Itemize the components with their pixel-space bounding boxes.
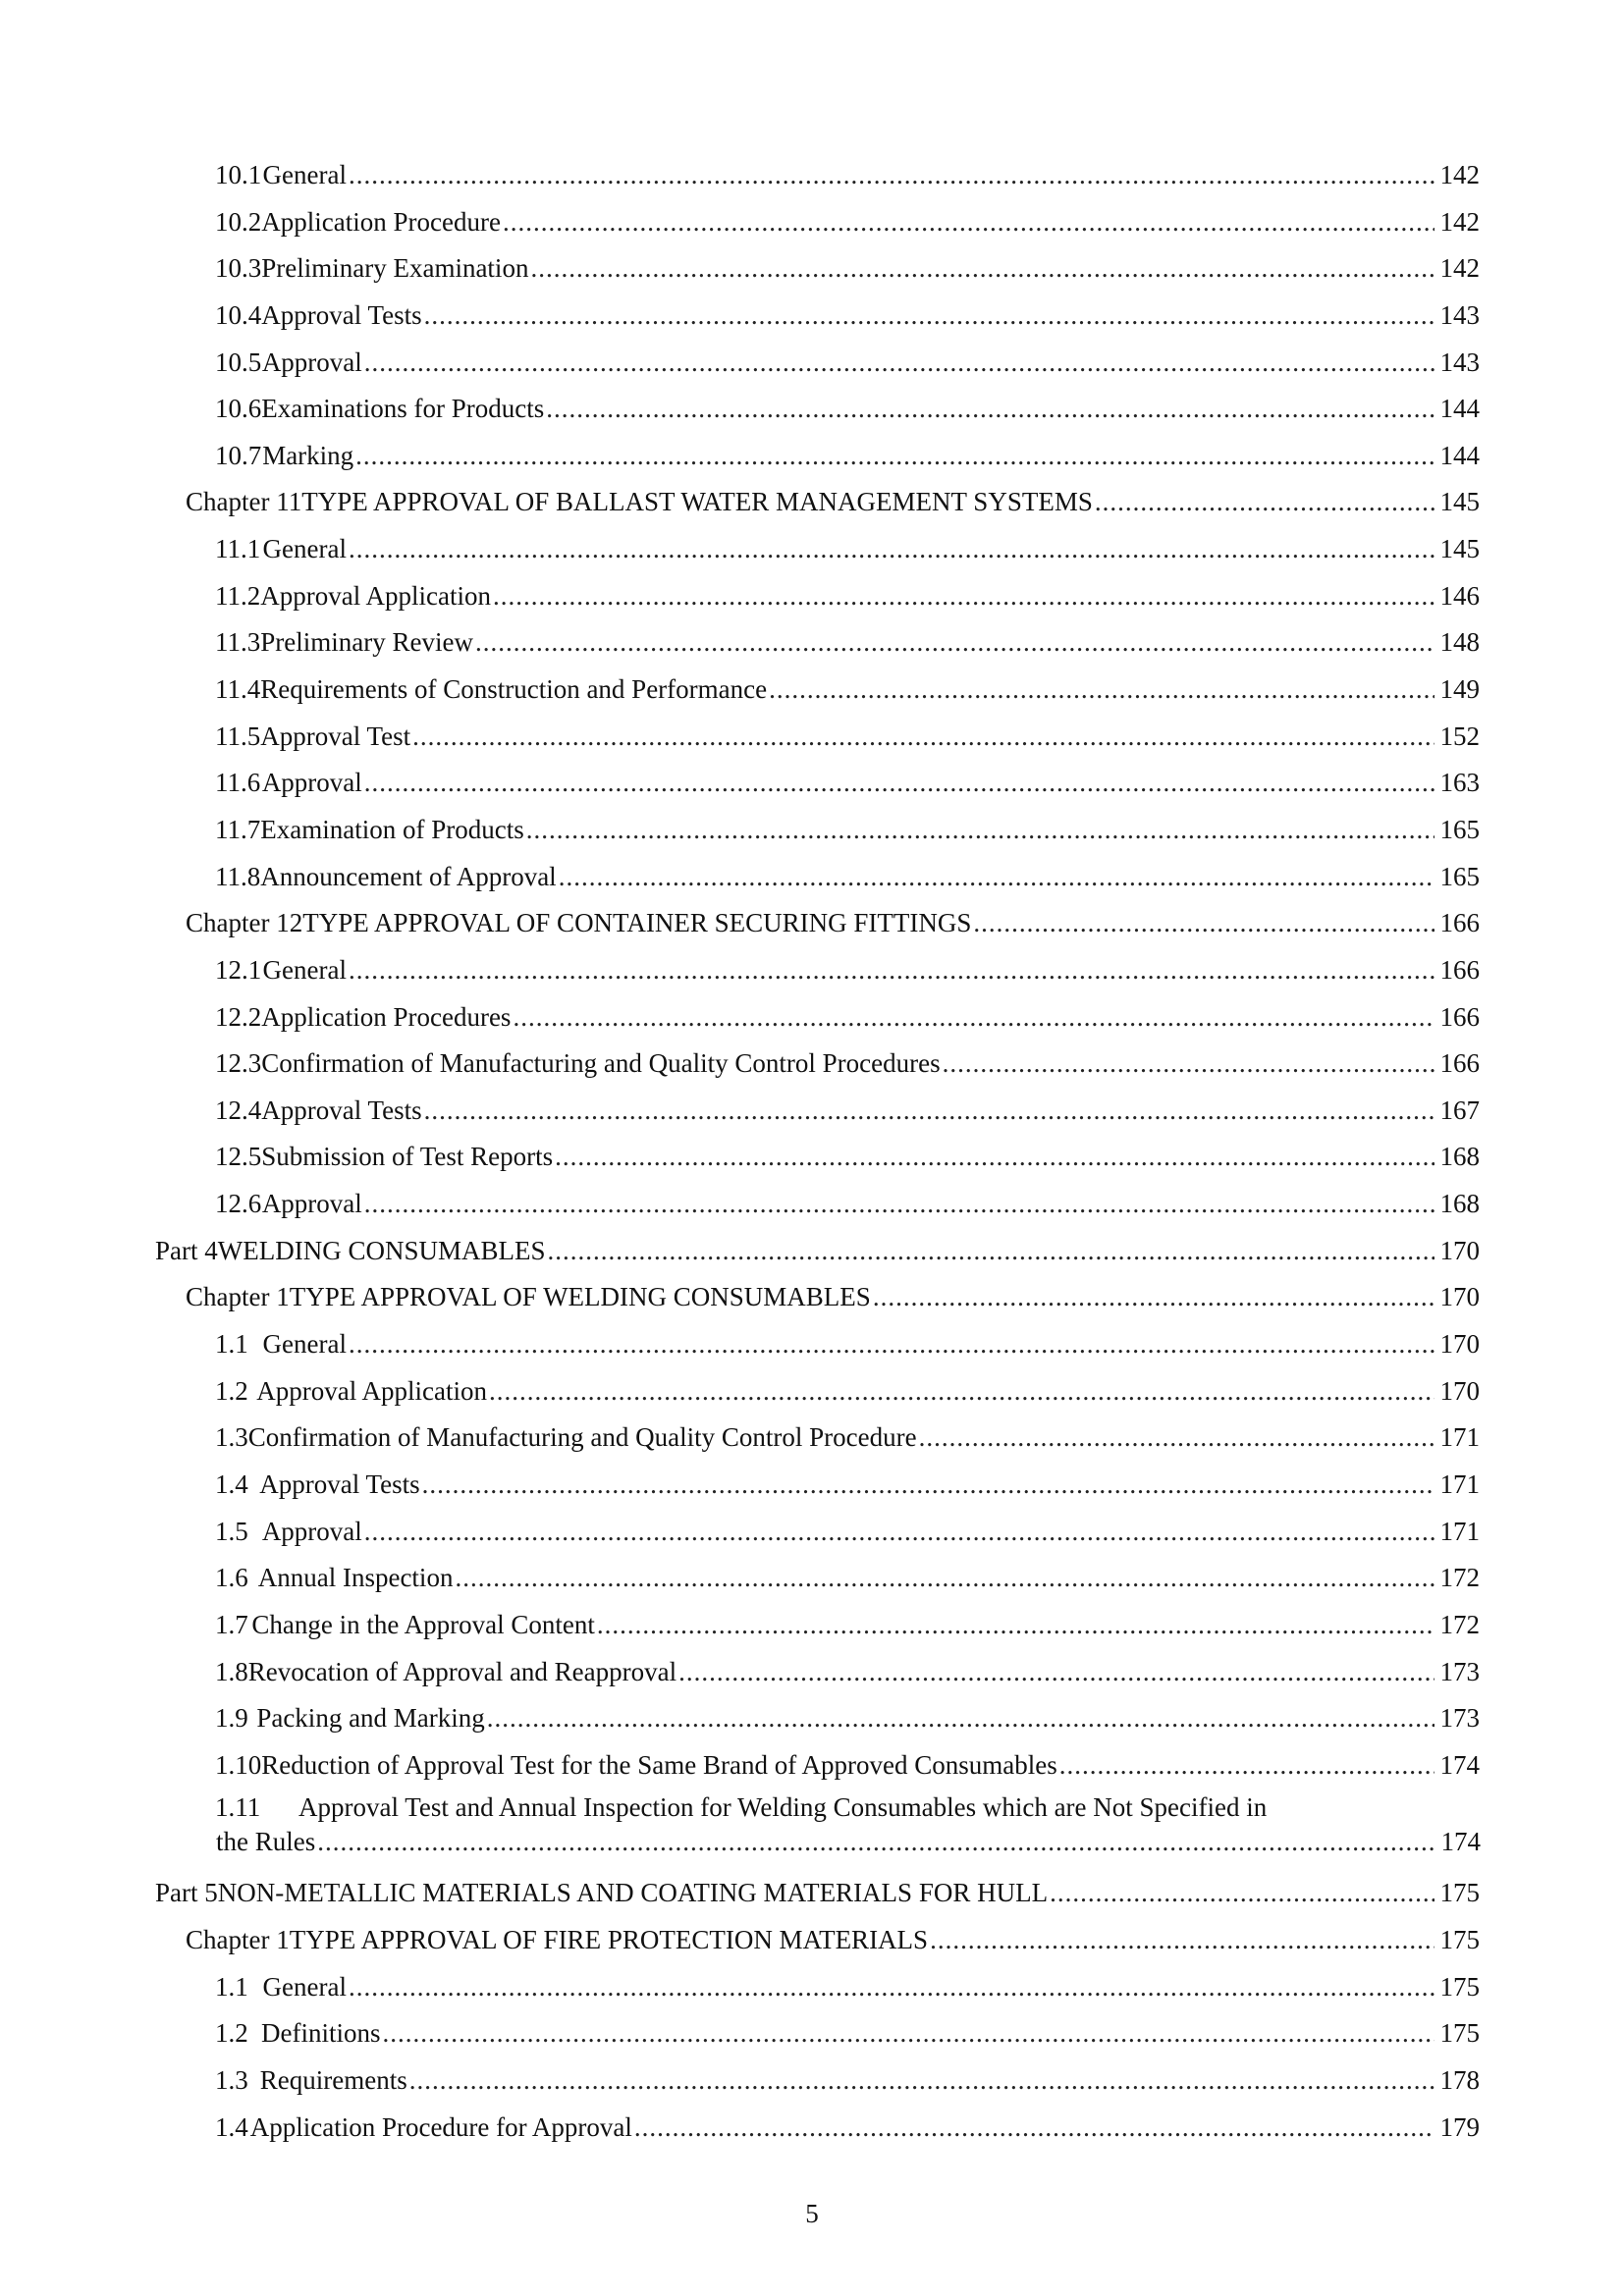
toc-entry-page: 179	[1439, 2111, 1480, 2142]
toc-entry-page: 171	[1439, 1516, 1480, 1546]
dot-leader	[769, 667, 1434, 714]
toc-entry-page: 143	[1439, 347, 1480, 377]
dot-leader	[919, 1415, 1435, 1462]
toc-entry-number: 1.1	[215, 1971, 248, 2002]
toc-entry[interactable]	[0, 1088, 1624, 1135]
toc-entry-title: TYPE APPROVAL OF CONTAINER SECURING FITTINGS	[302, 908, 972, 938]
toc-entry-page: 175	[1439, 1971, 1480, 2002]
toc-entry-title: Submission of Test Reports	[261, 1142, 554, 1172]
dot-leader	[382, 2010, 1434, 2057]
toc-entry-page: 170	[1439, 1282, 1480, 1312]
toc-entry-title: TYPE APPROVAL OF BALLAST WATER MANAGEMENT SYSTEMS	[301, 487, 1093, 517]
toc-entry-number: 10.4	[215, 299, 262, 330]
toc-entry[interactable]	[0, 2057, 1624, 2105]
toc-entry-title: Annual Inspection	[257, 1563, 454, 1593]
dot-leader	[526, 807, 1435, 854]
dot-leader	[943, 1041, 1435, 1088]
table-of-contents	[0, 152, 1624, 2151]
toc-entry-title: Requirements	[259, 2064, 407, 2095]
dot-leader	[364, 760, 1435, 807]
toc-entry-number: 1.3	[215, 2064, 248, 2095]
toc-entry-number: 12.3	[215, 1048, 262, 1079]
toc-entry-number: 11.5	[215, 721, 261, 751]
toc-entry-number: 11.3	[215, 627, 261, 658]
toc-entry[interactable]	[0, 479, 1624, 526]
toc-entry-number: 12.1	[215, 954, 262, 985]
toc-entry[interactable]	[0, 1742, 1624, 1789]
toc-entry-title: Definitions	[260, 2018, 381, 2049]
toc-entry-title: Examinations for Products	[261, 394, 545, 424]
toc-entry-title: General	[262, 954, 347, 985]
toc-entry[interactable]	[0, 1041, 1624, 1088]
page-number: 5	[805, 2199, 819, 2228]
toc-entry[interactable]	[0, 1602, 1624, 1649]
toc-entry-page: 175	[1439, 1925, 1480, 1955]
toc-entry[interactable]	[0, 526, 1624, 573]
toc-entry-number: 10.6	[215, 394, 262, 424]
toc-entry-number: 11.6	[215, 768, 261, 798]
toc-entry-page: 165	[1439, 861, 1480, 891]
dot-leader	[487, 1695, 1435, 1742]
dot-leader	[973, 900, 1434, 947]
toc-entry[interactable]	[0, 1917, 1624, 1964]
toc-entry-page: 168	[1439, 1142, 1480, 1172]
toc-entry-title: General	[262, 1971, 347, 2002]
toc-entry-number: Chapter 1	[186, 1282, 290, 1312]
toc-entry[interactable]	[0, 1134, 1624, 1181]
toc-entry-number: 1.9	[215, 1703, 248, 1734]
toc-entry-number: Part 4	[155, 1235, 218, 1265]
toc-entry-page: 165	[1439, 814, 1480, 844]
toc-entry-number: 11.1	[215, 534, 261, 564]
toc-entry[interactable]	[0, 1415, 1624, 1462]
toc-entry-page: 167	[1439, 1095, 1480, 1125]
toc-entry-number: 10.3	[215, 253, 262, 284]
toc-entry[interactable]	[0, 1509, 1624, 1556]
toc-entry-page: 174	[1440, 1827, 1481, 1857]
toc-entry-page: 170	[1439, 1235, 1480, 1265]
toc-entry-title: Approval Tests	[259, 1468, 420, 1499]
toc-entry-number: 11.4	[215, 674, 261, 705]
toc-entry-page: 142	[1439, 160, 1480, 189]
toc-entry-number: 10.5	[215, 347, 262, 377]
toc-entry-number: 10.1	[215, 160, 262, 189]
toc-entry[interactable]	[0, 1321, 1624, 1368]
dot-leader	[455, 1555, 1434, 1602]
dot-leader	[349, 1964, 1435, 2011]
toc-entry-number: 11.8	[215, 861, 261, 891]
toc-entry-page: 166	[1439, 954, 1480, 985]
toc-entry-page: 173	[1439, 1703, 1480, 1734]
toc-entry[interactable]	[0, 386, 1624, 433]
toc-entry[interactable]	[0, 1228, 1624, 1275]
toc-entry[interactable]	[0, 900, 1624, 947]
toc-entry-number: 1.2	[215, 1375, 248, 1406]
toc-entry[interactable]	[0, 760, 1624, 807]
dot-leader	[530, 245, 1434, 293]
dot-leader	[364, 340, 1435, 387]
dot-leader	[349, 1321, 1435, 1368]
toc-entry-title: Approval Application	[256, 1375, 487, 1406]
dot-leader	[548, 1228, 1435, 1275]
toc-entry-number: 1.4	[215, 1468, 248, 1499]
dot-leader	[422, 1462, 1435, 1509]
toc-entry-number: 1.3	[215, 1422, 248, 1453]
toc-entry-page: 178	[1439, 2064, 1480, 2095]
toc-entry[interactable]	[0, 573, 1624, 620]
dot-leader	[555, 1134, 1434, 1181]
toc-entry-number: 11.7	[215, 814, 261, 844]
dot-leader	[424, 293, 1435, 340]
toc-entry-title: Approval Application	[260, 580, 491, 611]
dot-leader	[349, 526, 1435, 573]
toc-entry-page: 175	[1439, 1878, 1480, 1908]
toc-entry-title: Application Procedures	[261, 1001, 512, 1032]
dot-leader	[503, 199, 1435, 246]
toc-entry-title: Approval	[261, 768, 362, 798]
toc-entry-number: 12.5	[215, 1142, 262, 1172]
dot-leader	[546, 386, 1434, 433]
toc-entry[interactable]	[0, 1695, 1624, 1742]
toc-entry-title: Announcement of Approval	[260, 861, 557, 891]
toc-entry-title: TYPE APPROVAL OF FIRE PROTECTION MATERIALS	[289, 1925, 929, 1955]
toc-entry-page: 142	[1439, 253, 1480, 284]
toc-entry-page: 143	[1439, 299, 1480, 330]
toc-entry-title: Approval	[261, 347, 362, 377]
dot-leader	[412, 714, 1434, 761]
toc-entry-page: 145	[1439, 487, 1480, 517]
toc-entry-page: 142	[1439, 206, 1480, 237]
toc-entry-title: Approval Tests	[261, 299, 422, 330]
toc-entry-page: 171	[1439, 1422, 1480, 1453]
dot-leader	[489, 1368, 1435, 1415]
toc-entry-title: Packing and Marking	[256, 1703, 485, 1734]
toc-entry-page: 144	[1439, 440, 1480, 470]
dot-leader	[475, 619, 1435, 667]
dot-leader	[349, 152, 1435, 199]
toc-entry[interactable]	[0, 1274, 1624, 1321]
dot-leader	[634, 2105, 1435, 2152]
toc-entry-page: 170	[1439, 1375, 1480, 1406]
dot-leader	[930, 1917, 1434, 1964]
toc-entry[interactable]	[0, 667, 1624, 714]
toc-entry-number: 10.7	[215, 440, 262, 470]
toc-entry-page: 175	[1439, 2018, 1480, 2049]
toc-entry-number: 1.8	[215, 1656, 248, 1686]
toc-entry-title: Preliminary Review	[260, 627, 473, 658]
dot-leader	[1050, 1870, 1434, 1917]
toc-entry-page: 149	[1439, 674, 1480, 705]
toc-entry-title: Reduction of Approval Test for the Same Brand of Approved Consumables	[261, 1749, 1057, 1780]
toc-entry-page: 166	[1439, 1048, 1480, 1079]
toc-entry[interactable]	[0, 714, 1624, 761]
toc-entry-title: General	[262, 160, 347, 189]
toc-entry-number: 1.7	[215, 1609, 248, 1639]
toc-entry-page: 146	[1439, 580, 1480, 611]
toc-entry-page: 166	[1439, 1001, 1480, 1032]
toc-entry-title: General	[262, 534, 347, 564]
toc-entry-number: 1.11	[215, 1792, 261, 1823]
toc-entry[interactable]	[0, 947, 1624, 994]
toc-entry-title: Marking	[262, 440, 354, 470]
dot-leader	[1095, 479, 1435, 526]
toc-entry-title: Approval	[261, 1516, 362, 1546]
dot-leader	[597, 1602, 1435, 1649]
dot-leader	[678, 1649, 1434, 1696]
toc-entry[interactable]	[0, 433, 1624, 480]
toc-entry-number: Chapter 12	[186, 908, 303, 938]
toc-entry-title: Approval Test	[260, 721, 411, 751]
toc-entry-page: 172	[1439, 1609, 1480, 1639]
dot-leader	[364, 1509, 1435, 1556]
toc-entry-number: Chapter 11	[186, 487, 302, 517]
toc-entry-title: Requirements of Construction and Performance	[260, 674, 768, 705]
toc-entry-title: TYPE APPROVAL OF WELDING CONSUMABLES	[289, 1282, 871, 1312]
dot-leader	[364, 1181, 1435, 1228]
toc-entry-page: 144	[1439, 394, 1480, 424]
toc-entry[interactable]	[0, 1181, 1624, 1228]
dot-leader	[317, 1825, 1435, 1859]
toc-entry[interactable]	[0, 1964, 1624, 2011]
toc-entry-page: 171	[1439, 1468, 1480, 1499]
dot-leader	[349, 947, 1435, 994]
toc-entry-number: 1.2	[215, 2018, 248, 2049]
toc-entry-title: WELDING CONSUMABLES	[217, 1235, 546, 1265]
toc-entry[interactable]	[0, 1870, 1624, 1917]
toc-entry-title: Revocation of Approval and Reapproval	[247, 1656, 677, 1686]
toc-entry-number: 11.2	[215, 580, 261, 611]
toc-entry[interactable]	[0, 1555, 1624, 1602]
toc-entry-number: 12.4	[215, 1095, 262, 1125]
toc-entry-number: 12.2	[215, 1001, 262, 1032]
toc-entry-number: Part 5	[155, 1878, 218, 1908]
dot-leader	[355, 433, 1434, 480]
toc-entry[interactable]	[0, 340, 1624, 387]
toc-entry-page: 148	[1439, 627, 1480, 658]
dot-leader	[559, 854, 1435, 901]
toc-entry-page: 145	[1439, 534, 1480, 564]
toc-entry-number: 10.2	[215, 206, 262, 237]
toc-entry-title: NON-METALLIC MATERIALS AND COATING MATERIALS FOR HULL	[217, 1878, 1049, 1908]
toc-entry-number: 1.10	[215, 1749, 262, 1780]
toc-entry-title: Approval	[261, 1189, 362, 1219]
toc-entry-title: Change in the Approval Content	[251, 1609, 595, 1639]
dot-leader	[513, 994, 1434, 1041]
toc-entry-number: 1.6	[215, 1563, 248, 1593]
toc-entry-number: 12.6	[215, 1189, 262, 1219]
toc-entry[interactable]	[0, 1462, 1624, 1509]
dot-leader	[873, 1274, 1435, 1321]
toc-entry[interactable]	[0, 854, 1624, 901]
toc-entry[interactable]	[0, 199, 1624, 246]
toc-entry-title: Approval Test and Annual Inspection for Welding Consumables which are Not Specified in	[298, 1792, 1268, 1823]
toc-entry[interactable]	[0, 994, 1624, 1041]
toc-entry-page: 152	[1439, 721, 1480, 751]
toc-entry[interactable]	[0, 2010, 1624, 2057]
dot-leader	[1059, 1742, 1435, 1789]
toc-entry-number: 1.4	[215, 2111, 248, 2142]
toc-entry[interactable]	[0, 1649, 1624, 1696]
toc-entry-title: Application Procedure	[261, 206, 501, 237]
toc-entry-page: 166	[1439, 908, 1480, 938]
toc-entry-page: 174	[1439, 1749, 1480, 1780]
toc-entry-page: 163	[1439, 768, 1480, 798]
toc-entry-number: 1.1	[215, 1329, 248, 1360]
toc-entry-page: 170	[1439, 1329, 1480, 1360]
toc-entry-number: Chapter 1	[186, 1925, 290, 1955]
toc-entry-page: 172	[1439, 1563, 1480, 1593]
dot-leader	[409, 2057, 1435, 2105]
toc-entry-title: Application Procedure for Approval	[249, 2111, 632, 2142]
toc-entry-title-continuation: the Rules	[216, 1827, 316, 1857]
toc-entry-number: 1.5	[215, 1516, 248, 1546]
toc-entry-title: Approval Tests	[261, 1095, 422, 1125]
toc-entry-title: Confirmation of Manufacturing and Quality Control Procedures	[261, 1048, 941, 1079]
toc-entry[interactable]	[0, 619, 1624, 667]
toc-entry-title: Examination of Products	[260, 814, 524, 844]
toc-entry[interactable]	[0, 807, 1624, 854]
toc-entry-title: General	[262, 1329, 347, 1360]
dot-leader	[493, 573, 1435, 620]
toc-entry-title: Preliminary Examination	[261, 253, 529, 284]
toc-entry[interactable]	[0, 152, 1624, 199]
toc-entry[interactable]	[0, 1368, 1624, 1415]
toc-entry-page: 168	[1439, 1189, 1480, 1219]
dot-leader	[424, 1088, 1435, 1135]
toc-entry[interactable]	[0, 293, 1624, 340]
toc-entry[interactable]	[0, 1789, 1624, 1870]
toc-entry-page: 173	[1439, 1656, 1480, 1686]
toc-entry[interactable]	[0, 2105, 1624, 2152]
toc-entry-title: Confirmation of Manufacturing and Quality Control Procedure	[247, 1422, 917, 1453]
toc-entry[interactable]	[0, 245, 1624, 293]
